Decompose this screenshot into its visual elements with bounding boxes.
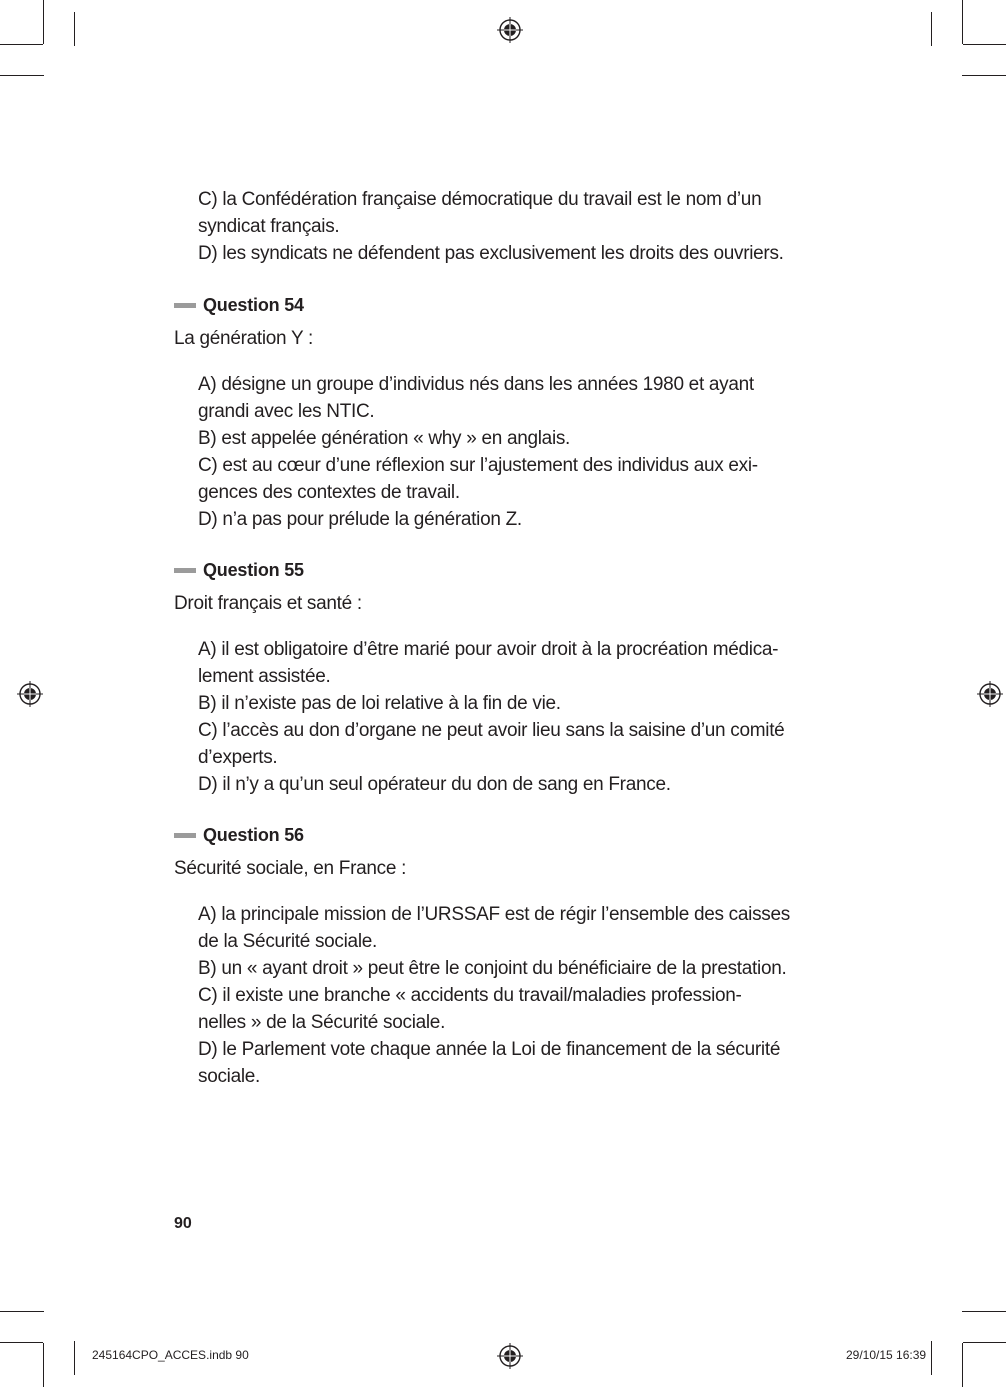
registration-mark-icon <box>497 17 523 43</box>
question-number: Question 54 <box>203 295 304 315</box>
option-line: D) il n’y a qu’un seul opérateur du don de sang en France. <box>198 774 671 795</box>
crop-mark <box>962 0 963 44</box>
crop-mark <box>931 12 932 46</box>
crop-mark <box>962 1343 963 1387</box>
question-number: Question 55 <box>203 560 304 580</box>
question-prompt: Droit français et santé : <box>174 593 362 614</box>
crop-mark <box>0 1342 43 1343</box>
crop-mark <box>0 1311 44 1312</box>
question-prompt: Sécurité sociale, en France : <box>174 858 407 879</box>
option-line: A) la principale mission de l’URSSAF est de régir l’ensemble des caisses <box>198 904 790 925</box>
option-line: D) le Parlement vote chaque année la Loi de financement de la sécurité <box>198 1039 781 1060</box>
crop-mark <box>43 0 44 44</box>
option-line: C) est au cœur d’une réflexion sur l’ajustement des individus aux exi- <box>198 455 758 476</box>
option-line: gences des contextes de travail. <box>198 482 460 503</box>
option-line: de la Sécurité sociale. <box>198 931 377 952</box>
option-line: B) il n’existe pas de loi relative à la fin de vie. <box>198 693 561 714</box>
option-line: C) il existe une branche « accidents du travail/maladies profession- <box>198 985 742 1006</box>
option-line: B) est appelée génération « why » en anglais. <box>198 428 571 449</box>
registration-mark-icon <box>17 681 43 707</box>
slug-datetime: 29/10/15 16:39 <box>846 1348 927 1362</box>
question-prompt: La génération Y : <box>174 328 313 349</box>
option-line: d’experts. <box>198 747 278 768</box>
option-line: grandi avec les NTIC. <box>198 401 375 422</box>
crop-mark <box>962 75 1006 76</box>
crop-mark <box>43 1343 44 1387</box>
page-number: 90 <box>174 1215 192 1232</box>
option-line: A) il est obligatoire d’être marié pour avoir droit à la procréation médica- <box>198 639 779 660</box>
crop-mark <box>0 75 44 76</box>
option-line: lement assistée. <box>198 666 331 687</box>
question-heading <box>174 560 304 581</box>
option-line: A) désigne un groupe d’individus nés dans les années 1980 et ayant <box>198 374 754 395</box>
option-line: syndicat français. <box>198 216 340 237</box>
heading-bar <box>174 568 196 573</box>
question-heading <box>174 825 304 846</box>
heading-bar <box>174 303 196 308</box>
crop-mark <box>962 1311 1006 1312</box>
registration-mark-icon <box>977 681 1003 707</box>
question-heading <box>174 295 304 316</box>
option-line: sociale. <box>198 1066 261 1087</box>
option-line: C) l’accès au don d’organe ne peut avoir lieu sans la saisine d’un comité <box>198 720 785 741</box>
slug-filename: 245164CPO_ACCES.indb 90 <box>92 1348 249 1362</box>
heading-bar <box>174 833 196 838</box>
crop-mark <box>931 1341 932 1375</box>
option-line: nelles » de la Sécurité sociale. <box>198 1012 446 1033</box>
registration-mark-icon <box>497 1343 523 1369</box>
crop-mark <box>74 12 75 46</box>
crop-mark <box>74 1341 75 1375</box>
crop-mark <box>963 44 1006 45</box>
crop-mark <box>963 1342 1006 1343</box>
crop-mark <box>0 44 43 45</box>
option-line: D) les syndicats ne défendent pas exclusivement les droits des ouvriers. <box>198 243 784 264</box>
option-line: D) n’a pas pour prélude la génération Z. <box>198 509 522 530</box>
option-line: C) la Confédération française démocratique du travail est le nom d’un <box>198 189 762 210</box>
option-line: B) un « ayant droit » peut être le conjoint du bénéficiaire de la prestation. <box>198 958 787 979</box>
question-number: Question 56 <box>203 825 304 845</box>
